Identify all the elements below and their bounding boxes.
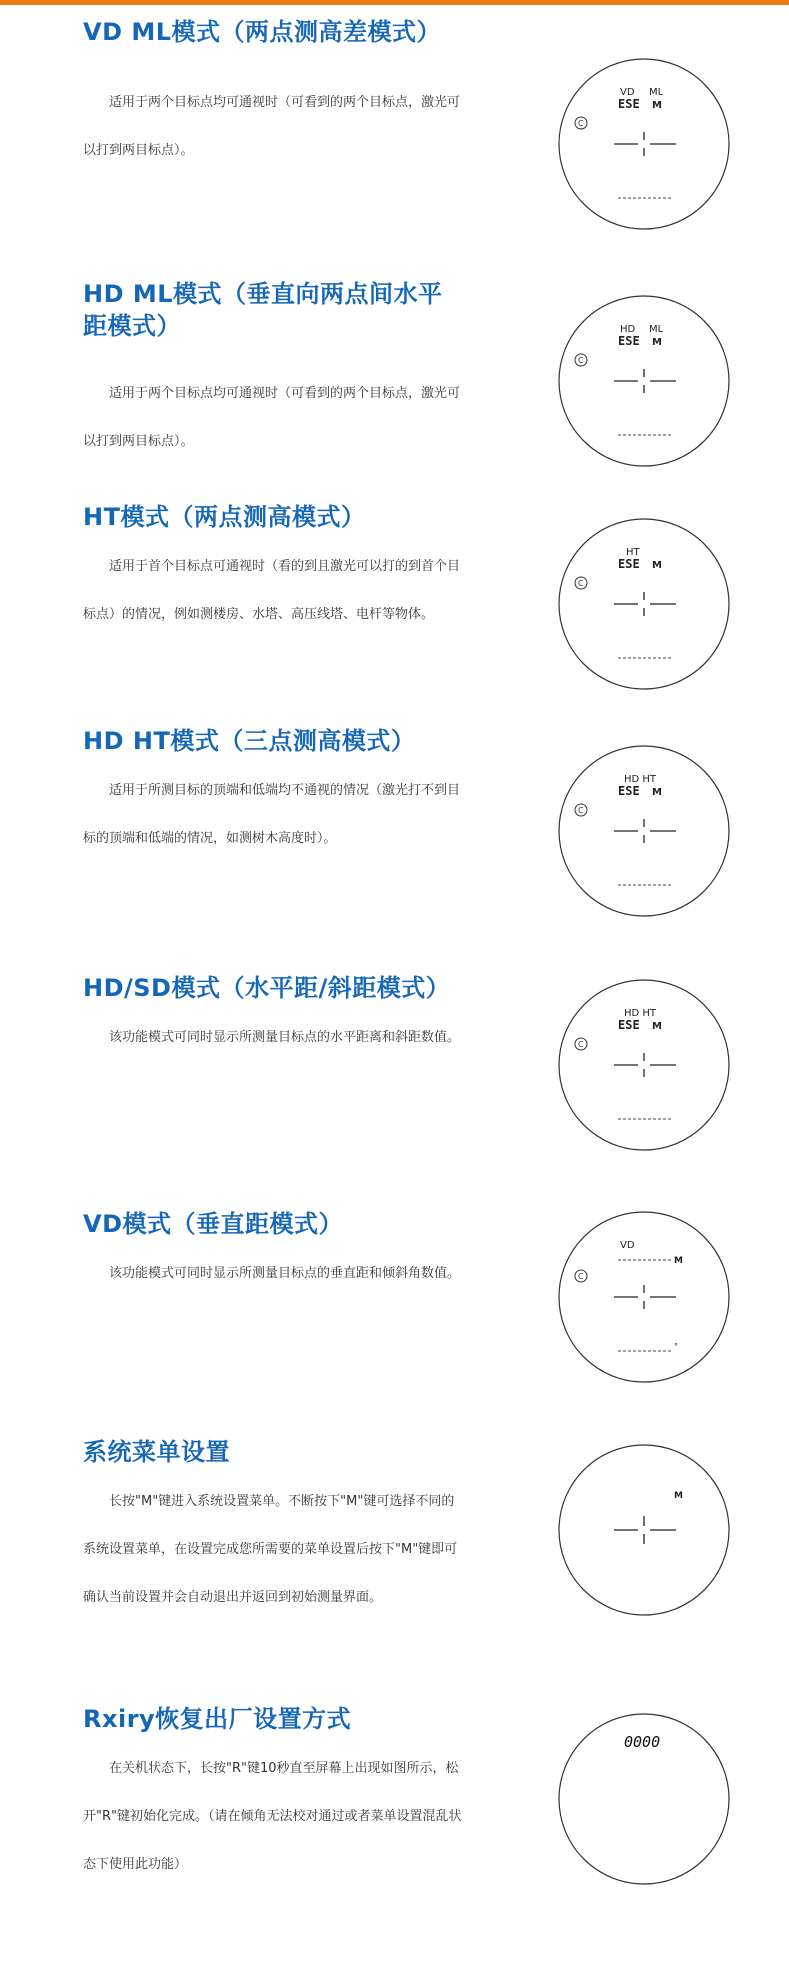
- display-unit: M: [652, 100, 662, 111]
- display-digits: 0000: [624, 1733, 661, 1751]
- section-title: HD HT模式（三点测高模式）: [83, 727, 416, 755]
- top-accent-bar: [0, 0, 789, 5]
- rangefinder-display: [558, 1211, 730, 1383]
- display-label-a: HT: [626, 547, 640, 558]
- section-body: 适用于两个目标点均可通视时（可看到的两个目标点，激光可以打到两目标点）。: [83, 95, 461, 158]
- section-body: 适用于所测目标的顶端和低端均不通视的情况（激光打不到目标的顶端和低端的情况，如测树木高度时）。: [83, 783, 461, 846]
- display-digits: ESE: [618, 334, 640, 348]
- display-c-label: C: [578, 356, 584, 365]
- section-title: HD ML模式（垂直向两点间水平距模式）: [83, 280, 443, 340]
- section-body: 长按"M"键进入系统设置菜单。不断按下"M"键可选择不同的系统设置菜单，在设置完成您所需要的菜单设置后按下"M"键即可确认当前设置并会自动退出并返回到初始测量界面。: [83, 1494, 458, 1605]
- section-body: 适用于首个目标点可通视时（看的到且激光可以打的到首个目标点）的情况，例如测楼房、水塔、高压线塔、电杆等物体。: [83, 559, 461, 622]
- display-c-label: C: [578, 1040, 584, 1049]
- display-c-label: C: [578, 119, 584, 128]
- section-title: HT模式（两点测高模式）: [83, 503, 366, 531]
- rangefinder-display: [558, 745, 730, 917]
- display-digits: ESE: [618, 1018, 640, 1032]
- display-label-a: VD: [620, 1240, 635, 1251]
- rangefinder-display: [558, 518, 730, 690]
- display-unit: M: [652, 787, 662, 798]
- display-degree: °: [674, 1342, 678, 1351]
- display-label-a: HD: [620, 324, 636, 335]
- section-body: 该功能模式可同时显示所测量目标点的垂直距和倾斜角数值。: [109, 1266, 461, 1281]
- rangefinder-display: [558, 58, 730, 230]
- display-unit: M: [652, 337, 662, 348]
- rangefinder-display: [558, 295, 730, 467]
- display-unit: M: [674, 1256, 683, 1266]
- rangefinder-display: [558, 979, 730, 1151]
- section-title: VD ML模式（两点测高差模式）: [83, 18, 442, 46]
- display-c-label: C: [578, 1272, 584, 1281]
- section-body: 在关机状态下，长按"R"键10秒直至屏幕上出现如图所示，松开"R"键初始化完成。（请在倾角无法校对通过或者菜单设置混乱状态下使用此功能）: [83, 1761, 462, 1872]
- section-body: 适用于两个目标点均可通视时（可看到的两个目标点，激光可以打到两目标点）。: [83, 386, 461, 449]
- section-title: HD/SD模式（水平距/斜距模式）: [83, 974, 451, 1002]
- display-label-b: ML: [649, 324, 664, 335]
- section-title: Rxiry恢复出厂设置方式: [83, 1705, 352, 1733]
- rangefinder-display: [558, 1713, 730, 1885]
- display-digits: ESE: [618, 97, 640, 111]
- section-body: 该功能模式可同时显示所测量目标点的水平距离和斜距数值。: [109, 1030, 461, 1045]
- rangefinder-display: [558, 1444, 730, 1616]
- display-unit: M: [674, 1491, 683, 1501]
- display-label-a: HD HT: [624, 1008, 657, 1019]
- display-digits: ESE: [618, 784, 640, 798]
- display-label-b: ML: [649, 87, 664, 98]
- display-unit: M: [652, 560, 662, 571]
- display-label-a: VD: [620, 87, 635, 98]
- display-c-label: C: [578, 806, 584, 815]
- display-c-label: C: [578, 579, 584, 588]
- section-title: VD模式（垂直距模式）: [83, 1210, 343, 1238]
- display-unit: M: [652, 1021, 662, 1032]
- display-digits: ESE: [618, 557, 640, 571]
- display-label-a: HD HT: [624, 774, 657, 785]
- section-title: 系统菜单设置: [83, 1438, 230, 1466]
